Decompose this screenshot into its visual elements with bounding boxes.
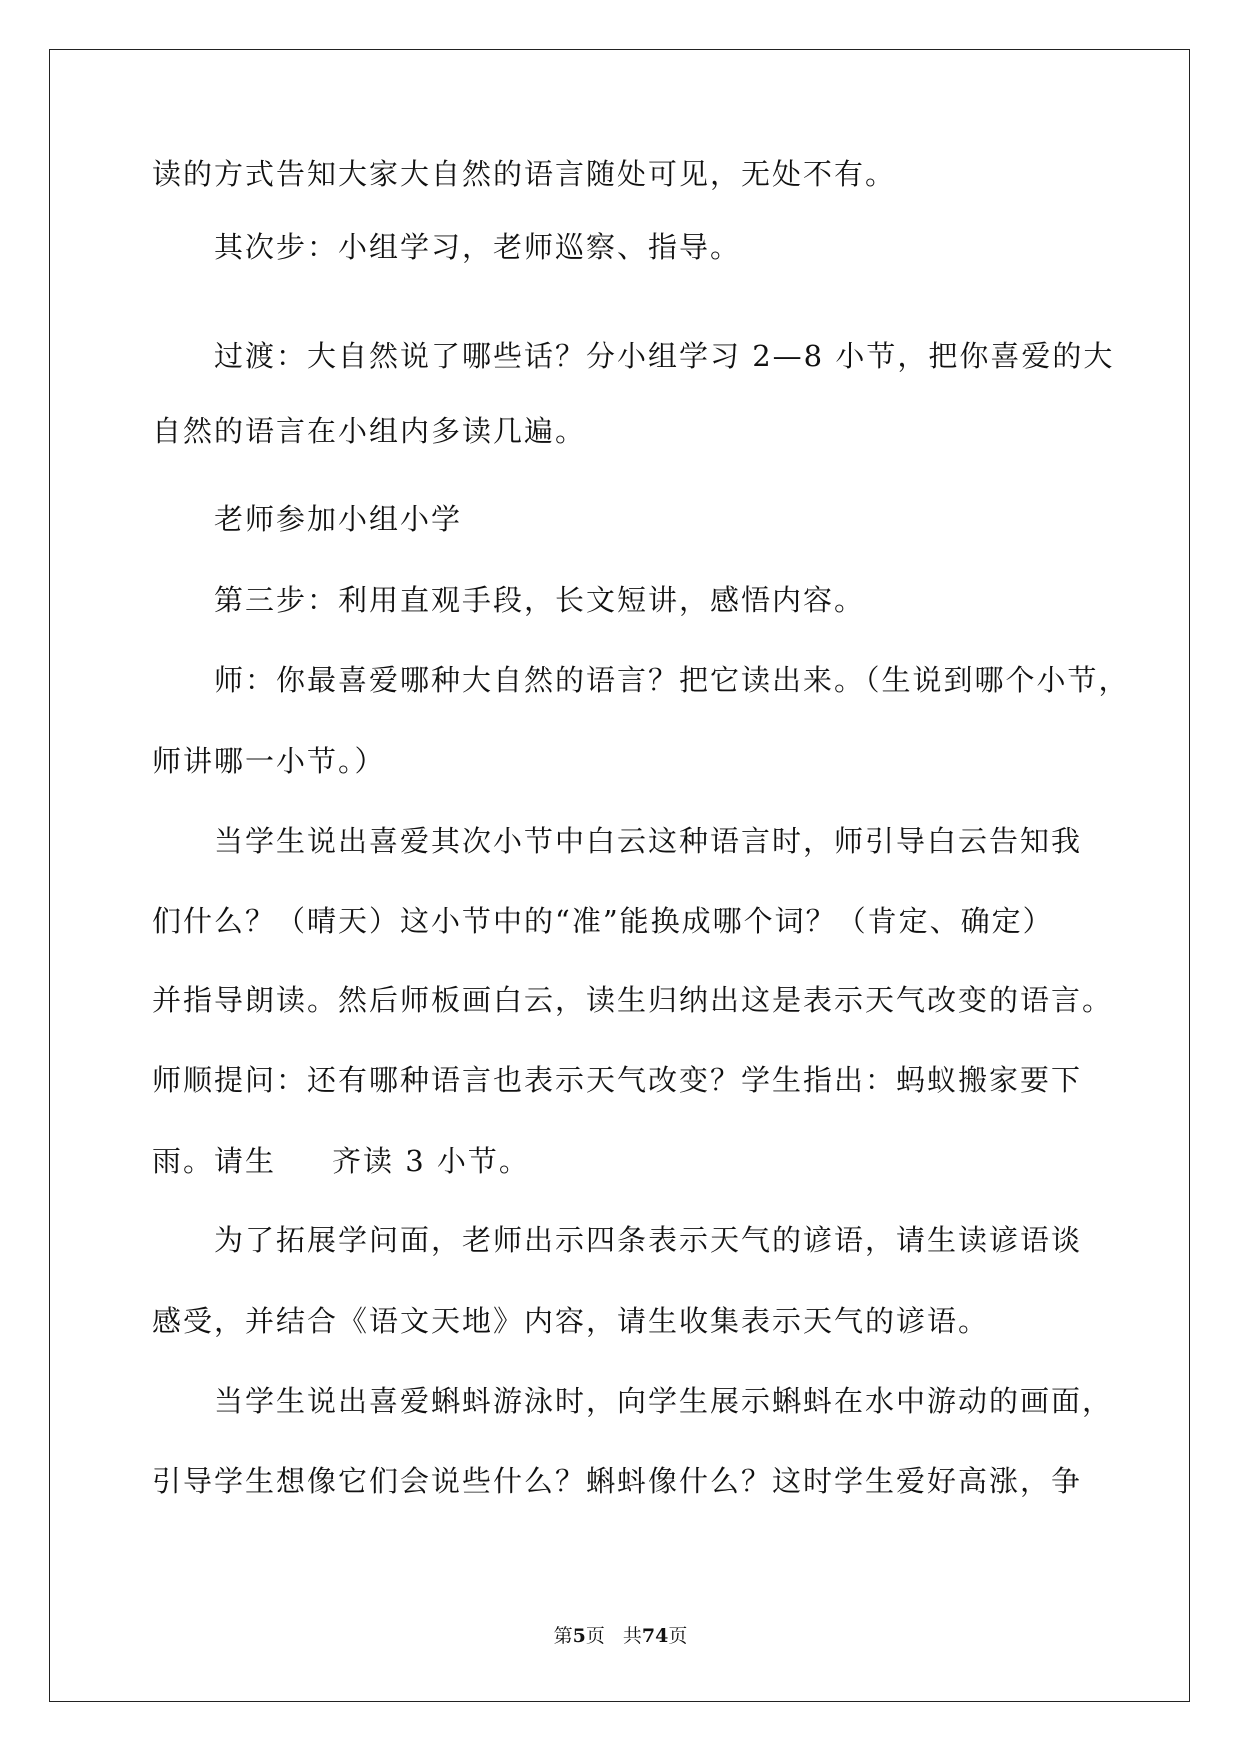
total-suffix: 页 — [668, 1625, 688, 1647]
total-pages: 74 — [641, 1625, 669, 1647]
text-line-14: 为了拓展学问面，老师出示四条表示天气的谚语，请生读谚语谈 — [214, 1223, 1083, 1257]
text-line-1: 读的方式告知大家大自然的语言随处可见，无处不有。 — [152, 157, 897, 191]
text-line-8: 师讲哪一小节。） — [152, 744, 386, 778]
page-suffix: 页 — [585, 1625, 605, 1647]
text-line-12: 师顺提问：还有哪种语言也表示天气改变？学生指出：蚂蚁搬家要下 — [152, 1063, 1083, 1097]
text-line-13-part-b: 齐读 3 小节。 — [332, 1144, 530, 1178]
total-prefix: 共 — [622, 1625, 642, 1647]
page-footer — [0, 1624, 1241, 1648]
text-line-4: 自然的语言在小组内多读几遍。 — [152, 414, 587, 448]
text-line-3: 过渡：大自然说了哪些话？分小组学习 2—8 小节，把你喜爱的大 — [214, 339, 1115, 373]
text-line-10: 们什么？（晴天）这小节中的“准”能换成哪个词？（肯定、确定） — [152, 904, 1054, 938]
text-line-11: 并指导朗读。然后师板画白云，读生归纳出这是表示天气改变的语言。 — [152, 983, 1114, 1017]
text-line-13 — [152, 1141, 530, 1181]
page-number: 5 — [572, 1625, 586, 1647]
text-line-9: 当学生说出喜爱其次小节中白云这种语言时，师引导白云告知我 — [214, 824, 1083, 858]
text-line-5: 老师参加小组小学 — [214, 502, 463, 536]
text-line-6: 第三步：利用直观手段，长文短讲，感悟内容。 — [214, 583, 866, 617]
text-line-17: 引导学生想像它们会说些什么？蝌蚪像什么？这时学生爱好高涨，争 — [152, 1464, 1083, 1498]
page-prefix: 第 — [553, 1625, 573, 1647]
text-line-13-part-a: 雨。请生 — [152, 1144, 277, 1178]
text-line-7: 师：你最喜爱哪种大自然的语言？把它读出来。（生说到哪个小节， — [214, 663, 1130, 697]
text-line-2: 其次步：小组学习，老师巡察、指导。 — [214, 230, 742, 264]
text-line-15: 感受，并结合《语文天地》内容，请生收集表示天气的谚语。 — [152, 1304, 990, 1338]
text-line-16: 当学生说出喜爱蝌蚪游泳时，向学生展示蝌蚪在水中游动的画面， — [214, 1384, 1114, 1418]
page-border — [49, 49, 1190, 1702]
